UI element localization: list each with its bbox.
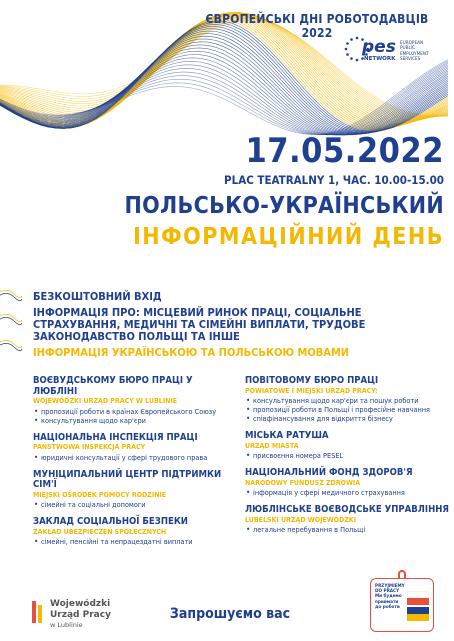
organizations-right (245, 376, 450, 542)
wup-logo (32, 597, 152, 631)
event-place-time: PLAC TEATRALNY 1, ЧАС. 10.00-15.00 (224, 173, 444, 187)
list-item: • пропозиції роботи в Польщі і професійне навчання (245, 405, 450, 414)
org-pup (245, 376, 450, 423)
org-city-hall (245, 431, 450, 460)
badge-line-2: DO PRACY (375, 588, 400, 594)
wup-logo-line-2: Urząd Pracy (50, 609, 111, 620)
headline-line-1: ПОЛЬСЬКО-УКРАЇНСЬКИЙ (124, 193, 444, 219)
info-item-languages: ІНФОРМАЦІЯ УКРАЇНСЬКОЮ ТА ПОЛЬСЬКОЮ МОВАМИ (33, 346, 350, 359)
star-dot (356, 59, 359, 62)
org-sub: WOJEWÓDZKI URZĄD PRACY W LUBLINIE (33, 397, 178, 405)
ukraine-flag-icon (407, 607, 429, 621)
info-list (33, 291, 448, 363)
badge-line-4: приймати (375, 598, 399, 604)
org-name: НАЦІОНАЛЬНИЙ ФОНД ЗДОРОВ'Я (245, 467, 413, 478)
badge-line-1: PRZYJMIEMY (375, 583, 405, 588)
list-item: • інформація у сфері медичного страхування (245, 488, 450, 497)
org-sub: MIEJSKI OŚRODEK POMOCY RODZINIE (33, 490, 167, 499)
hiring-badge (370, 570, 434, 632)
badge-line-5: до роботи (375, 603, 400, 609)
wup-logo-line-1: Wojewódzki (50, 599, 111, 609)
org-pip (33, 433, 238, 462)
org-mopr (33, 470, 238, 510)
list-item: • юридичні консультації у сфері трудового права (33, 453, 238, 462)
org-sub: NARODOWY FUNDUSZ ZDROWIA (245, 478, 361, 487)
info-item-free-entry: БЕЗКОШТОВНИЙ ВХІД (33, 290, 162, 303)
list-item: • присвоєння номера PESEL (245, 451, 450, 460)
list-item: • співфінансування для відкриття бізнесу (245, 414, 450, 423)
pes-logo-sub: NETWORK (364, 56, 396, 62)
list-item: • сімейні, пенсійні та непрацездатні виплати (33, 537, 238, 546)
org-sub: PAŃSTWOWA INSPEKCJA PRACY (33, 443, 146, 451)
info-item-topics: ІНФОРМАЦІЯ ПРО: МІСЦЕВИЙ РИНОК ПРАЦІ, СОЦІАЛЬНЕ СТРАХУВАННЯ, МЕДИЧНІ ТА СІМЕЙНІ ВИПЛАТИ, ТРУДОВЕ ЗАКОНОДАВСТВО ПОЛЬЩІ ТА ІНШЕ (33, 306, 366, 343)
org-name: МУНІЦИПАЛЬНИЙ ЦЕНТР ПІДТРИМКИ СІМ'Ї (33, 468, 222, 490)
pes-logo-desc: EUROPEAN PUBLIC EMPLOYMENT SERVICES (400, 40, 429, 62)
pes-logo-word: pes (362, 37, 396, 57)
pes-logo (340, 34, 436, 68)
org-zus (33, 517, 238, 546)
star-dot (346, 42, 349, 45)
org-name: ВОЄВУДСЬКОМУ БЮРО ПРАЦІ У ЛЮБЛІНІ (33, 375, 193, 397)
list-item: • консультування щодо кар'єри та пошук роботи (245, 396, 450, 405)
org-nfz (245, 468, 450, 497)
organizations-left (33, 376, 238, 554)
poland-flag-icon (407, 591, 429, 605)
list-item: • консультування щодо кар'єри (33, 416, 238, 425)
side-wave-graphic (0, 286, 22, 366)
star-dot (346, 53, 349, 56)
star-dot (356, 37, 359, 40)
event-title: ЄВРОПЕЙСЬКІ ДНІ РОБОТОДАВЦІВ 2022 (205, 12, 429, 40)
badge-card (370, 578, 434, 632)
org-name: НАЦІОНАЛЬНА ІНСПЕКЦІЯ ПРАЦІ (33, 431, 198, 443)
headline-line-2: ІНФОРМАЦІЙНИЙ ДЕНЬ (133, 224, 444, 250)
star-dot (345, 48, 348, 51)
star-dot (350, 38, 353, 41)
badge-line-3: Ми будемо (375, 593, 402, 599)
org-sub: URZĄD MIASTA (245, 441, 299, 450)
wup-logo-text (50, 599, 111, 631)
org-sub: POWIATOWE I MIEJSKI URZĄD PRACY: (245, 386, 378, 395)
wup-logo-mark-icon (32, 601, 44, 623)
list-item: • пропозиції роботи в країнах Європейського Союзу (33, 407, 238, 416)
wup-logo-line-3: w Lublinie (50, 621, 83, 629)
invite-text: Запрошуємо вас (169, 606, 291, 622)
org-name: ЛЮБЛІНСЬКЕ ВОЄВОДСЬКЕ УПРАВЛІННЯ (245, 504, 449, 515)
org-name: ЗАКЛАД СОЦІАЛЬНОЇ БЕЗПЕКИ (33, 516, 188, 527)
star-dot (350, 57, 353, 60)
org-sub: LUBELSKI URZĄD WOJEWÓDZKI (245, 515, 357, 524)
badge-text (375, 583, 403, 609)
org-name: МІСЬКА РАТУША (245, 430, 329, 441)
org-name: ПОВІТОВОМУ БЮРО ПРАЦІ (245, 375, 379, 386)
org-luw (245, 505, 450, 534)
org-wup-lublin (33, 376, 238, 425)
list-item: • легальне перебування в Польщі (245, 525, 450, 534)
event-date: 17.05.2022 (245, 131, 444, 171)
list-item: • сімейні та соціальні допомоги (33, 500, 238, 509)
org-sub: ZAKŁAD UBEZPIECZEŃ SPOŁECZNYCH (33, 527, 167, 536)
